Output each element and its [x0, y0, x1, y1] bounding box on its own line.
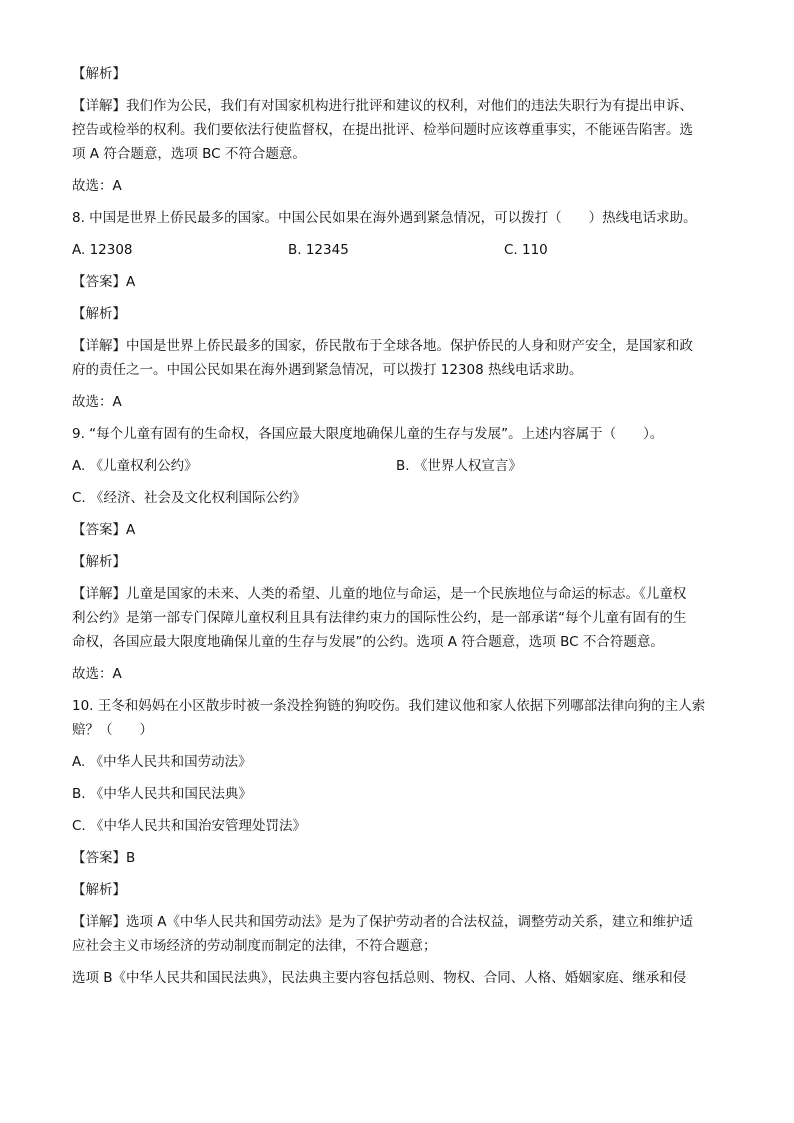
option-b: B. 《中华人民共和国民法典》: [72, 786, 252, 802]
question-9-options: [72, 454, 732, 478]
detail-line: 利公约》是第一部专门保障儿童权利且具有法律约束力的国际性公约，是一部承诺“每个儿童有固有的生: [72, 610, 687, 626]
answer-label: 【答案】A: [72, 522, 136, 538]
detail-line: 【详解】中国是世界上侨民最多的国家，侨民散布于全球各地。保护侨民的人身和财产安全，是国家和政: [72, 338, 693, 354]
option-a: A. 《中华人民共和国劳动法》: [72, 754, 252, 770]
detail-line: 【详解】我们作为公民，我们有对国家机构进行批评和建议的权利，对他们的违法失职行为有提出申诉、: [72, 98, 693, 114]
detail-line: 【详解】选项 A《中华人民共和国劳动法》是为了保护劳动者的合法权益，调整劳动关系，建立和维护适: [72, 914, 694, 930]
answer-choice: 故选：A: [72, 178, 122, 194]
answer-choice: 故选：A: [72, 394, 122, 410]
option-b: B. 12345: [288, 242, 349, 258]
analysis-label: 【解析】: [72, 66, 126, 82]
detail-line: 命权，各国应最大限度地确保儿童的生存与发展”的公约。选项 A 符合题意，选项 BC 不合符题意。: [72, 634, 664, 650]
option-c: C. 110: [504, 242, 548, 258]
option-c: C. 《经济、社会及文化权利国际公约》: [72, 490, 307, 506]
detail-line: 【详解】儿童是国家的未来、人类的希望、儿童的地位与命运，是一个民族地位与命运的标志。《儿童权: [72, 586, 687, 602]
analysis-label: 【解析】: [72, 306, 126, 322]
option-b: B. 《世界人权宣言》: [396, 458, 522, 474]
answer-choice: 故选：A: [72, 666, 122, 682]
answer-label: 【答案】A: [72, 274, 136, 290]
detail-line: 府的责任之一。中国公民如果在海外遇到紧急情况，可以拨打 12308 热线电话求助。: [72, 362, 583, 378]
detail-line: 应社会主义市场经济的劳动制度而制定的法律，不符合题意；: [72, 938, 437, 954]
option-a: A. 12308: [72, 242, 133, 258]
question-10-cont: 赔？（ ）: [72, 722, 153, 738]
question-10: 10. 王冬和妈妈在小区散步时被一条没拴狗链的狗咬伤。我们建议他和家人依据下列哪部法律向狗的主人索: [72, 698, 706, 714]
detail-line: 项 A 符合题意，选项 BC 不符合题意。: [72, 146, 306, 162]
option-c: C. 《中华人民共和国治安管理处罚法》: [72, 818, 307, 834]
analysis-label: 【解析】: [72, 882, 126, 898]
detail-line: 控告或检举的权利。我们要依法行使监督权，在提出批评、检举问题时应该尊重事实，不能诬告陷害。选: [72, 122, 693, 138]
detail-line: 选项 B《中华人民共和国民法典》，民法典主要内容包括总则、物权、合同、人格、婚姻家庭、继承和侵: [72, 970, 687, 986]
analysis-label: 【解析】: [72, 554, 126, 570]
option-a: A. 《儿童权利公约》: [72, 458, 198, 474]
question-9: 9. “每个儿童有固有的生命权，各国应最大限度地确保儿童的生存与发展”。上述内容属于（ ）。: [72, 426, 664, 442]
document-page: [72, 62, 732, 998]
question-8: 8. 中国是世界上侨民最多的国家。中国公民如果在海外遇到紧急情况，可以拨打（ ）热线电话求助。: [72, 210, 697, 226]
answer-label: 【答案】B: [72, 850, 136, 866]
question-8-options: [72, 238, 732, 262]
